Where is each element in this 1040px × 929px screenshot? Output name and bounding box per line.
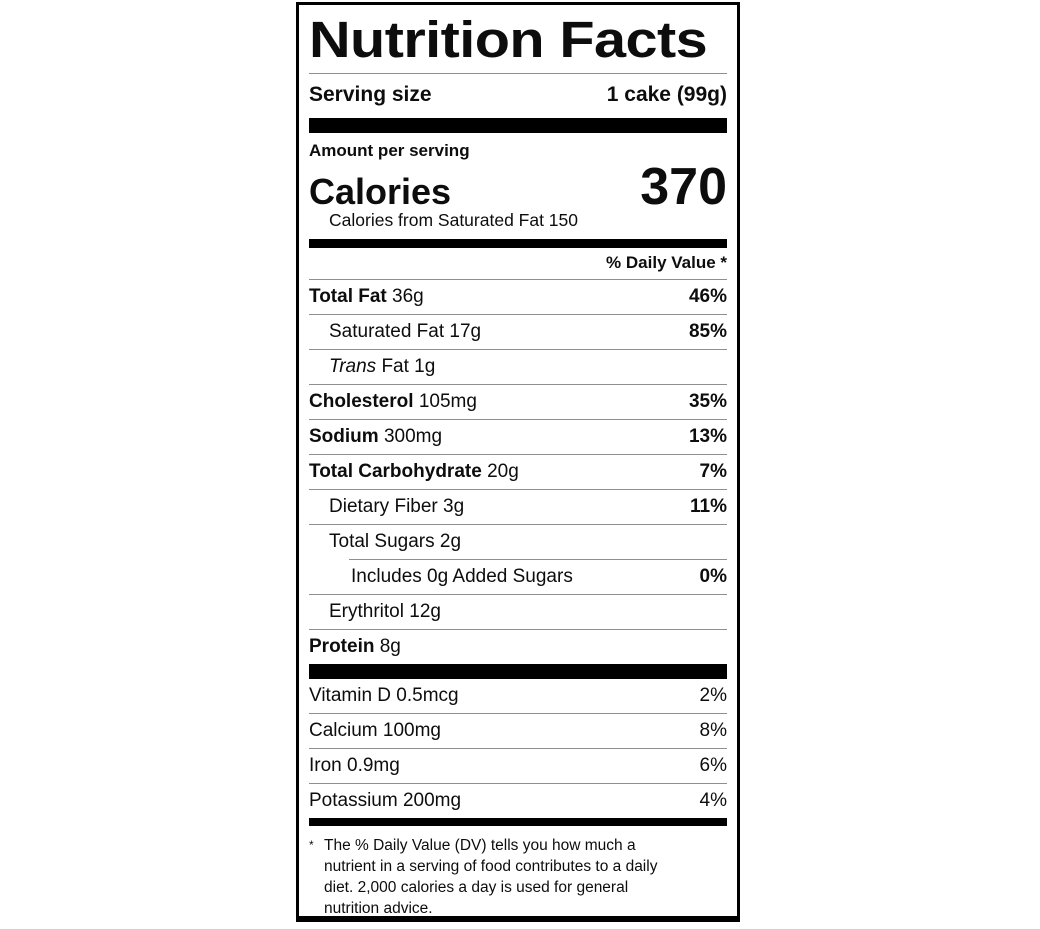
nutrient-row-trans-fat bbox=[309, 349, 727, 384]
vitamin-row-potassium bbox=[309, 783, 727, 818]
nutrient-amount: 3g bbox=[443, 496, 465, 518]
vitamin-row-calcium bbox=[309, 713, 727, 748]
vitamin-name: Potassium 200mg bbox=[309, 790, 462, 812]
footnote-text: The % Daily Value (DV) tells you how much a nutrient in a serving of food contributes to a daily diet. 2,000 calories a day is used for general nutrition advice. bbox=[324, 837, 658, 918]
vitamin-name: Iron 0.9mg bbox=[309, 755, 400, 777]
nutrient-row-erythritol bbox=[309, 594, 727, 629]
calories-from-saturated-fat: Calories from Saturated Fat 150 bbox=[329, 210, 579, 231]
nutrient-amount: 300mg bbox=[383, 426, 443, 448]
nutrient-row-added-sugars bbox=[309, 560, 727, 594]
thick-divider-bar-top bbox=[309, 118, 727, 133]
nutrient-name: Protein bbox=[309, 636, 375, 658]
nutrient-amount: 12g bbox=[409, 601, 441, 623]
vitamin-row-vitamin-d bbox=[309, 679, 727, 713]
nutrient-row-sodium bbox=[309, 419, 727, 454]
vitamin-dv: 2% bbox=[699, 685, 727, 707]
nutrient-dv: 46% bbox=[688, 286, 727, 308]
vitamin-dv: 8% bbox=[699, 720, 727, 742]
nutrient-name: Cholesterol bbox=[309, 391, 414, 413]
daily-value-header: % Daily Value * bbox=[606, 253, 727, 273]
serving-size-row bbox=[309, 74, 727, 118]
nutrient-dv: 85% bbox=[688, 321, 727, 343]
nutrient-amount: Fat 1g bbox=[381, 356, 436, 378]
nutrient-row-protein bbox=[309, 629, 727, 664]
nutrient-amount: 2g bbox=[439, 531, 462, 553]
vitamin-dv: 6% bbox=[699, 755, 727, 777]
nutrient-amount: 105mg bbox=[418, 391, 477, 413]
nutrient-dv: 11% bbox=[690, 496, 727, 518]
nutrient-amount: 17g bbox=[449, 321, 482, 343]
nutrient-row-saturated-fat bbox=[309, 314, 727, 349]
serving-size-label: Serving size bbox=[309, 83, 432, 107]
nutrient-amount: 20g bbox=[487, 461, 519, 483]
vitamin-dv: 4% bbox=[699, 790, 727, 812]
serving-size-value: 1 cake (99g) bbox=[606, 83, 727, 107]
nutrient-name: Total Sugars bbox=[329, 531, 435, 553]
footnote-asterisk: * bbox=[309, 838, 314, 853]
nutrient-row-total-sugars bbox=[309, 524, 727, 559]
nutrient-dv: 7% bbox=[699, 461, 727, 483]
nutrient-row-cholesterol bbox=[309, 384, 727, 419]
nutrition-facts-label bbox=[296, 2, 740, 922]
nutrient-name: Total Carbohydrate bbox=[309, 461, 482, 483]
nutrient-dv: 35% bbox=[688, 391, 727, 413]
nutrient-amount: 8g bbox=[379, 636, 401, 658]
amount-per-serving-label: Amount per serving bbox=[309, 141, 470, 161]
vitamin-name: Calcium 100mg bbox=[309, 720, 441, 742]
nutrient-dv: 13% bbox=[688, 426, 727, 448]
daily-value-footnote bbox=[309, 835, 727, 919]
calories-row bbox=[309, 158, 727, 217]
nutrient-row-dietary-fiber bbox=[309, 489, 727, 524]
nutrient-dv: 0% bbox=[699, 566, 727, 588]
nutrient-amount: 36g bbox=[392, 286, 424, 308]
nutrient-row-total-carbohydrate bbox=[309, 454, 727, 489]
nutrient-row-total-fat bbox=[309, 279, 727, 314]
nutrient-name: Trans bbox=[329, 356, 377, 378]
label-title: Nutrition Facts bbox=[309, 11, 708, 68]
thick-divider-bar-vitamins bbox=[309, 818, 727, 826]
thick-divider-bar-calories bbox=[309, 239, 727, 248]
nutrient-name: Sodium bbox=[309, 426, 379, 448]
nutrient-name: Saturated Fat bbox=[329, 321, 445, 343]
vitamin-name: Vitamin D 0.5mcg bbox=[309, 685, 459, 707]
calories-value: 370 bbox=[640, 158, 727, 217]
nutrient-name: Includes 0g Added Sugars bbox=[351, 566, 573, 588]
calories-label: Calories bbox=[309, 171, 452, 213]
nutrient-name: Dietary Fiber bbox=[329, 496, 438, 518]
vitamin-row-iron bbox=[309, 748, 727, 783]
thick-divider-bar-protein bbox=[309, 664, 727, 679]
nutrient-name: Total Fat bbox=[309, 286, 387, 308]
nutrient-name: Erythritol bbox=[329, 601, 404, 623]
